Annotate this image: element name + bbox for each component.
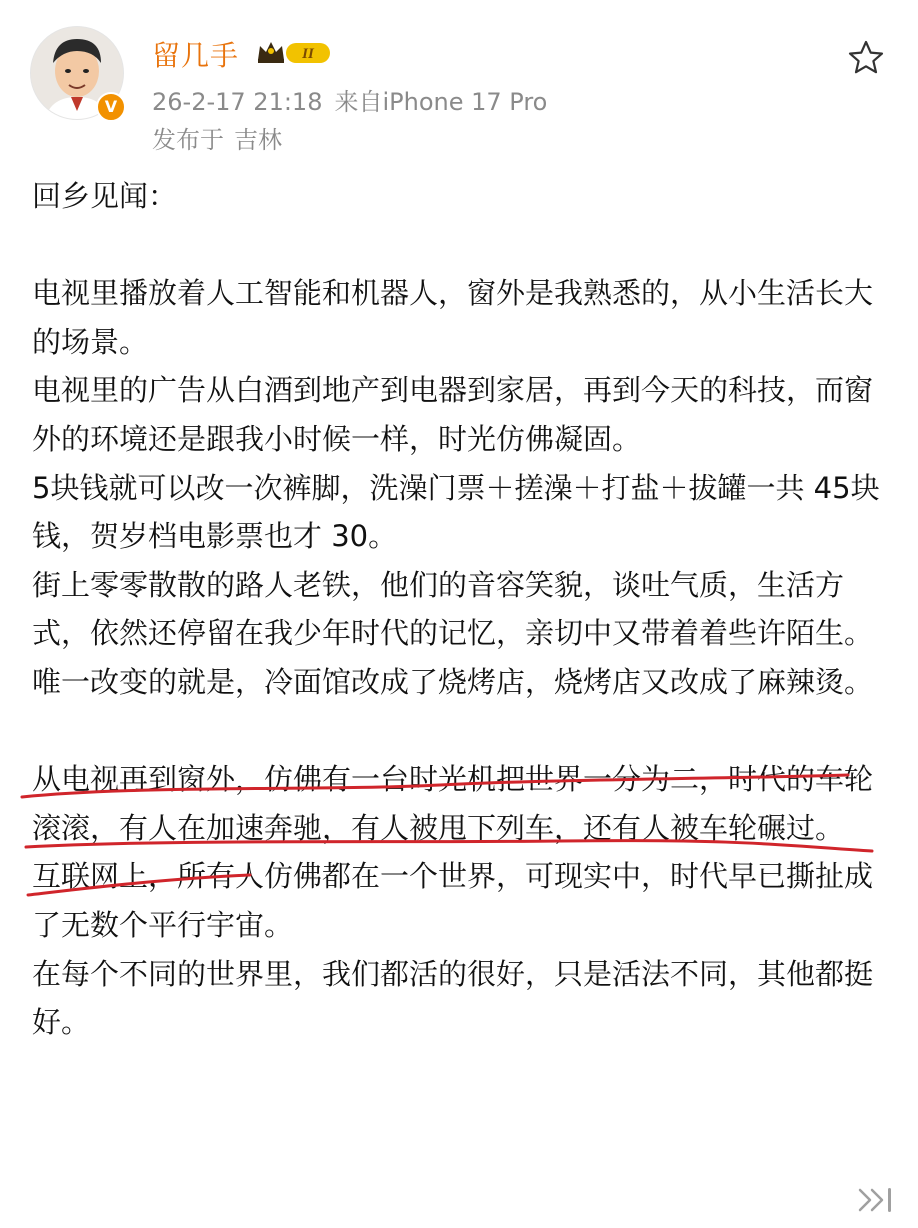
crown-level-icon <box>258 42 284 63</box>
member-level-text: II <box>302 46 314 62</box>
highlighted-paragraph-block <box>32 755 892 852</box>
post-timestamp: 26-2-17 21:18 <box>152 88 323 116</box>
post-title: 回乡见闻： <box>32 179 178 213</box>
post-body <box>32 172 892 1047</box>
paragraph: 唯一改变的就是，冷面馆改成了烧烤店，烧烤店又改成了麻辣烫。 <box>32 664 874 699</box>
member-level-badge[interactable] <box>254 38 334 66</box>
paragraph: 5块钱就可以改一次裤脚，洗澡门票＋搓澡＋打盐＋拔罐一共 45块钱，贺岁档电影票也才 30。 <box>32 470 880 554</box>
paragraph: 电视里的广告从白酒到地产到电器到家居，再到今天的科技，而窗外的环境还是跟我小时候一样，时光仿佛凝固。 <box>32 373 874 456</box>
highlighted-paragraph: 从电视再到窗外，仿佛有一台时光机把世界一分为二，时代的车轮滚滚，有人在加速奔驰，有人被甩下列车，还有人被车轮碾过。 <box>32 762 874 845</box>
paragraph: 在每个不同的世界里，我们都活的很好，只是活法不同，其他都挺好。 <box>32 956 874 1040</box>
blank-line <box>32 221 892 270</box>
paragraph: 电视里播放着人工智能和机器人，窗外是我熟悉的，从小生活长大的场景。 <box>32 276 874 359</box>
favorite-star-icon[interactable] <box>846 38 886 78</box>
chevron-double-icon[interactable] <box>854 1182 898 1218</box>
post-meta <box>152 82 547 117</box>
location-name: 吉林 <box>234 126 282 154</box>
post-location <box>152 120 282 155</box>
verified-v-icon: V <box>96 92 126 122</box>
post-header <box>0 0 918 160</box>
location-prefix: 发布于 <box>152 126 224 154</box>
paragraph: 街上零零散散的路人老铁，他们的音容笑貌，谈吐气质，生活方式，依然还停留在我少年时代的记忆，亲切中又带着着些许陌生。 <box>32 567 874 651</box>
post-source: 来自iPhone 17 Pro <box>334 88 548 116</box>
blank-line <box>32 707 892 756</box>
username[interactable]: 留几手 <box>152 39 240 72</box>
paragraph: 互联网上，所有人仿佛都在一个世界，可现实中，时代早已撕扯成了无数个平行宇宙。 <box>32 859 874 942</box>
